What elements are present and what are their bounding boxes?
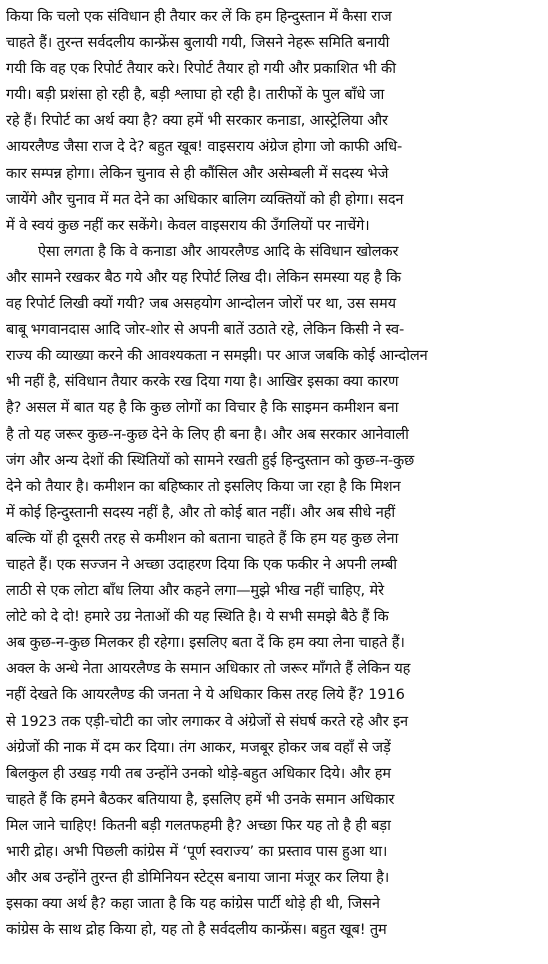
text-line: बल्कि यों ही दूसरी तरह से कमीशन को बताना चाहते हैं कि हम यह कुछ लेना	[6, 529, 399, 547]
text-line: जंग और अन्य देशों की स्थितियों को सामने रखती हुई हिन्दुस्तान को कुछ-न-कुछ	[6, 451, 415, 469]
text-line: कार सम्पन्न होगा। लेकिन चुनाव से ही कौंसिल और असेम्बली में सदस्य भेजे	[6, 164, 389, 182]
text-line: वह रिपोर्ट लिखी क्यों गयी? जब असहयोग आन्दोलन जोरों पर था, उस समय	[6, 295, 396, 313]
text-line: और अब उन्होंने तुरन्त ही डोमिनियन स्टेट्स बनाया जाना मंजूर कर लिया है।	[6, 869, 390, 887]
text-line: इसका क्या अर्थ है? कहा जाता है कि यह कांग्रेस पार्टी थोड़े ही थी, जिसने	[6, 895, 380, 913]
text-line: कांग्रेस के साथ द्रोह किया हो, यह तो है सर्वदलीय कान्फ्रेंस। बहुत खूब! तुम	[6, 921, 387, 939]
text-line: चाहते हैं। तुरन्त सर्वदलीय कान्फ्रेंस बुलायी गयी, जिसने नेहरू समिति बनायी	[6, 34, 390, 52]
text-line: बिलकुल ही उखड़ गयी तब उन्होंने उनको थोड़े-बहुत अधिकार दिये। और हम	[6, 764, 391, 782]
text-line: चाहते हैं कि हमने बैठकर बतियाया है, इसलिए हमें भी उनके समान अधिकार	[6, 790, 395, 808]
text-line: ऐसा लगता है कि वे कनाडा और आयरलैण्ड आदि के संविधान खोलकर	[38, 242, 399, 260]
text-line: रहे हैं। रिपोर्ट का अर्थ क्या है? क्या हमें भी सरकार कनाडा, आस्ट्रेलिया और	[6, 112, 388, 130]
text-line: चाहते हैं। एक सज्जन ने अच्छा उदाहरण दिया कि एक फकीर ने अपनी लम्बी	[6, 555, 397, 573]
text-line: में कोई हिन्दुस्तानी सदस्य नहीं है, और तो कोई बात नहीं। और अब सीधे नहीं	[6, 503, 396, 521]
text-line: जायेंगे और चुनाव में मत देने का अधिकार बालिग व्यक्तियों को ही होगा। सदन	[6, 190, 404, 208]
text-line: है? असल में बात यह है कि कुछ लोगों का विचार है कि साइमन कमीशन बना	[6, 399, 399, 417]
text-line: गयी। बड़ी प्रशंसा हो रही है, बड़ी श्लाघा हो रही है। तारीफों के पुल बाँधे जा	[6, 86, 385, 104]
text-line: राज्य की व्याख्या करने की आवश्यकता न समझी। पर आज जबकि कोई आन्दोलन	[6, 347, 428, 365]
text-line: अब कुछ-न-कुछ मिलकर ही रहेगा। इसलिए बता दें कि हम क्या लेना चाहते हैं।	[6, 634, 405, 652]
text-line: भी नहीं है, संविधान तैयार करके रख दिया गया है। आखिर इसका क्या कारण	[6, 373, 399, 391]
paragraph-1	[6, 4, 542, 239]
text-line: अंग्रेजों की नाक में दम कर दिया। तंग आकर, मजबूर होकर जब वहाँ से जड़ें	[6, 738, 391, 756]
text-line: से 1923 तक एड़ी-चोटी का जोर लगाकर वे अंग्रेजों से संघर्ष करते रहे और इन	[6, 712, 408, 730]
text-line: नहीं देखते कि आयरलैण्ड की जनता ने ये अधिकार किस तरह लिये हैं? 1916	[6, 686, 405, 704]
text-line: लोटे को दे दो! हमारे उग्र नेताओं की यह स्थिति है। ये सभी समझे बैठे हैं कि	[6, 608, 389, 626]
paragraph-2	[6, 239, 542, 944]
text-line: अक्ल के अन्धे नेता आयरलैण्ड के समान अधिकार तो जरूर माँगते हैं लेकिन यह	[6, 660, 411, 678]
text-line: गयी कि वह एक रिपोर्ट तैयार करे। रिपोर्ट तैयार हो गयी और प्रकाशित भी की	[6, 60, 396, 78]
text-line: भारी द्रोह। अभी पिछली कांग्रेस में ‘पूर्ण स्वराज्य’ का प्रस्ताव पास हुआ था।	[6, 843, 388, 860]
text-line: किया कि चलो एक संविधान ही तैयार कर लें कि हम हिन्दुस्तान में कैसा राज	[6, 8, 392, 25]
text-line: आयरलैण्ड जैसा राज दे दे? बहुत खूब! वाइसराय अंग्रेज होगा जो काफी अधि-	[6, 138, 403, 156]
text-line: और सामने रखकर बैठ गये और यह रिपोर्ट लिख दी। लेकिन समस्या यह है कि	[6, 268, 401, 286]
text-line: देने को तैयार है। कमीशन का बहिष्कार तो इसलिए किया जा रहा है कि मिशन	[6, 477, 401, 495]
text-line: है तो यह जरूर कुछ-न-कुछ देने के लिए ही बना है। और अब सरकार आनेवाली	[6, 425, 409, 443]
text-line: बाबू भगवानदास आदि जोर-शोर से अपनी बातें उठाते रहे, लेकिन किसी ने स्व-	[6, 321, 405, 339]
text-line: में वे स्वयं कुछ नहीं कर सकेंगे। केवल वाइसराय की उँगलियों पर नाचेंगे।	[6, 216, 370, 234]
text-line: मिल जाने चाहिए! कितनी बड़ी गलतफहमी है? अच्छा फिर यह तो है ही बड़ा	[6, 816, 391, 834]
text-line: लाठी से एक लोटा बाँध लिया और कहने लगा—मुझे भीख नहीं चाहिए, मेरे	[6, 582, 384, 600]
